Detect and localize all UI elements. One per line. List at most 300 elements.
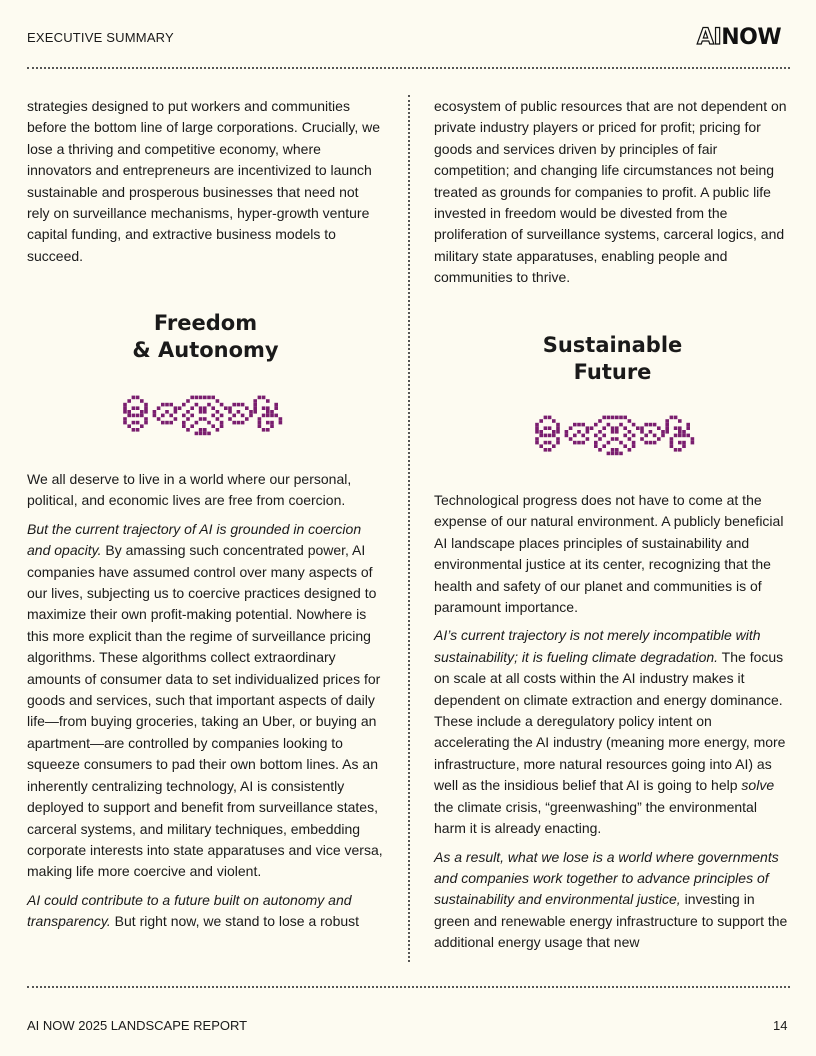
pixel-motif-dot	[165, 421, 169, 425]
pixel-motif-dot	[649, 441, 653, 445]
pixel-motif-dot	[203, 406, 207, 410]
pixel-motif-dot	[607, 452, 611, 456]
pixel-motif-dot	[127, 414, 131, 418]
pixel-motif-dot	[199, 410, 203, 414]
pixel-motif-dot	[691, 437, 695, 441]
pixel-motif-dot	[220, 424, 224, 428]
pixel-motif-dot	[628, 430, 632, 434]
pixel-motif-dot	[548, 416, 552, 420]
footer-page-number: 14	[773, 1018, 788, 1033]
pixel-motif-dot	[266, 410, 270, 414]
pixel-motif-dot	[186, 410, 190, 414]
pixel-motif-dot	[611, 430, 615, 434]
pixel-motif-dot	[182, 421, 186, 425]
right-body	[434, 490, 791, 954]
sustainable-paragraph-1: Technological progress does not have to come at the expense of our natural environment. A publicly beneficial AI landscape places principles of sustainability and environmental justice at its center, recognizing that the health and safety of our planet and communities is of paramount importance.	[434, 492, 784, 616]
footer-divider	[27, 986, 790, 988]
pixel-motif-dot	[678, 434, 682, 438]
pixel-motif-dot	[594, 444, 598, 448]
pixel-motif-dot	[556, 430, 560, 434]
pixel-motif-dot	[628, 437, 632, 441]
pixel-motif-dot	[266, 421, 270, 425]
header-divider	[27, 67, 790, 69]
pixel-motif-dot	[577, 423, 581, 427]
pixel-motif-dot	[199, 396, 203, 400]
pixel-motif-dot	[279, 417, 283, 421]
pixel-motif-dot	[207, 432, 211, 436]
pixel-motif-dot	[232, 403, 236, 407]
pixel-motif-dot	[211, 424, 215, 428]
pixel-motif-dot	[569, 437, 573, 441]
pixel-motif-dot	[535, 423, 539, 427]
pixel-motif-dot	[241, 421, 245, 425]
pixel-motif-dot	[228, 406, 232, 410]
right-intro	[434, 96, 791, 289]
pixel-motif-dot	[161, 403, 165, 407]
pixel-motif-dot	[258, 417, 262, 421]
pixel-motif-dot	[216, 417, 220, 421]
freedom-paragraph-2-body: By amassing such concentrated power, AI companies have assumed control over many aspects of our lives, subjecting us to coercive practices designed to maximize their own profit-making potential. Nowhere is this more explicit than the regime of surveillance pricing algorithms. These algorithms collect extraordinary amounts of consumer data to set individualized prices for goods and services, such that important aspects of daily life—from buying groceries, taking an Uber, or buying an apartment—are controlled by companies looking to squeeze consumers to pad their own bottom lines. As an inherently centralizing technology, AI is consistently deployed to support and benefit from surveillance states, carceral systems, and military techniques, embedding corporate interests into state apparatuses and vice versa, making life more coercive and violent.	[27, 542, 383, 880]
sustainable-paragraph-2-body-a: The focus on scale at all costs within the AI industry makes it dependent on climate extraction and energy dominance. These include a deregulatory policy intent on accelerating the AI industry (meaning more energy, more infrastructure, more natural resources going into AI) as well as the insidious belief that AI is going to help	[434, 648, 786, 794]
pixel-motif-dot	[640, 426, 644, 430]
pixel-motif-dot	[245, 406, 249, 410]
pixel-motif-dot	[199, 432, 203, 436]
right-intro-paragraph: ecosystem of public resources that are not dependent on private industry players or priced for profit; pricing for goods and services driven by principles of fair competition; and changing life circumstances not being treated as grounds for companies to profit. A public life invested in freedom would be divested from the proliferation of surveillance systems, carceral logics, and military state apparatuses, enabling people and communities to thrive.	[434, 98, 787, 286]
pixel-motif-dot	[203, 428, 207, 432]
pixel-motif-dot	[182, 414, 186, 418]
pixel-motif-dot	[539, 444, 543, 448]
pixel-motif-dot	[123, 410, 127, 414]
pixel-motif-dot	[123, 417, 127, 421]
pixel-motif-dot	[535, 426, 539, 430]
pixel-motif-dot	[237, 403, 241, 407]
pixel-motif-dot	[220, 403, 224, 407]
pixel-motif-dot	[211, 396, 215, 400]
pixel-motif-dot	[665, 419, 669, 423]
pixel-motif-dot	[136, 406, 140, 410]
pixel-motif-dot	[657, 426, 661, 430]
pixel-motif-dot	[678, 419, 682, 423]
pixel-motif-dot	[544, 441, 548, 445]
pixel-motif-dot	[632, 434, 636, 438]
sustainable-paragraph-2	[434, 625, 791, 839]
pixel-motif-dot	[132, 428, 136, 432]
pixel-motif-dot	[611, 426, 615, 430]
pixel-motif-dot	[674, 416, 678, 420]
pixel-motif-dot	[573, 441, 577, 445]
pixel-motif-dot	[253, 403, 257, 407]
pixel-motif-dot	[182, 424, 186, 428]
pixel-motif-dot	[195, 421, 199, 425]
pixel-motif-dot	[594, 423, 598, 427]
logo-ai-text: AI	[697, 25, 722, 50]
pixel-motif-dot	[544, 416, 548, 420]
pixel-motif-dot	[611, 416, 615, 420]
pixel-motif-dot	[262, 406, 266, 410]
pixel-motif-dot	[253, 406, 257, 410]
pixel-motif-dot	[619, 416, 623, 420]
pixel-motif-dot	[274, 406, 278, 410]
pixel-motif-dot	[169, 414, 173, 418]
logo-now-text: NOW	[721, 25, 782, 50]
pixel-motif-dot	[161, 414, 165, 418]
pixel-motif-dot	[657, 437, 661, 441]
pixel-motif-dot	[556, 423, 560, 427]
pixel-motif-dot	[157, 406, 161, 410]
pixel-motif-dot	[195, 396, 199, 400]
sustainable-paragraph-2-body-b: the climate crisis, “greenwashing” the environmental harm it is already enacting.	[434, 798, 757, 837]
section-title-sustainable-line1: Sustainable	[542, 333, 683, 357]
pixel-motif-dot	[195, 403, 199, 407]
pixel-motif-dot	[628, 448, 632, 452]
pixel-motif-dot	[258, 424, 262, 428]
pixel-motif-dot	[649, 423, 653, 427]
pixel-motif-dot	[539, 419, 543, 423]
pixel-motif-dot	[249, 410, 253, 414]
pixel-motif-dot	[535, 430, 539, 434]
pixel-motif-dot	[598, 437, 602, 441]
pixel-motif-dot	[144, 403, 148, 407]
pixel-motif-dot	[195, 432, 199, 436]
pixel-motif-dot	[548, 434, 552, 438]
pixel-motif-dot	[586, 426, 590, 430]
column-divider	[408, 95, 410, 962]
pixel-motif-dot	[127, 399, 131, 403]
pixel-motif-dot	[203, 410, 207, 414]
pixel-motif-dot	[552, 444, 556, 448]
pixel-motif-dot	[615, 437, 619, 441]
pixel-motif-dot	[190, 406, 194, 410]
pixel-motif-dot	[249, 414, 253, 418]
pixel-motif-dot	[544, 434, 548, 438]
pixel-motif-dot	[274, 414, 278, 418]
pixel-motif-dot	[174, 406, 178, 410]
pixel-motif-dot	[581, 441, 585, 445]
pixel-motif-dot	[245, 417, 249, 421]
pixel-motif-dot	[136, 414, 140, 418]
pixel-motif-dot	[615, 416, 619, 420]
pixel-motif-dot	[539, 434, 543, 438]
pixel-motif-dot	[132, 406, 136, 410]
pixel-motif-dot	[602, 434, 606, 438]
pixel-motif-dot	[228, 417, 232, 421]
pixel-motif-dot	[665, 423, 669, 427]
pixel-motif-dot	[153, 414, 157, 418]
pixel-motif-icon	[119, 392, 291, 436]
pixel-motif-dot	[556, 437, 560, 441]
pixel-motif-dot	[203, 432, 207, 436]
pixel-motif-dot	[653, 434, 657, 438]
freedom-paragraph-2	[27, 519, 384, 883]
pixel-motif-dot	[611, 452, 615, 456]
pixel-motif-dot	[602, 426, 606, 430]
pixel-motif-dot	[661, 430, 665, 434]
pixel-motif-dot	[211, 406, 215, 410]
sustainable-paragraph-2-solve: solve	[741, 777, 775, 794]
pixel-motif-dot	[140, 410, 144, 414]
pixel-motif-dot	[186, 399, 190, 403]
pixel-motif-dot	[548, 441, 552, 445]
sustainable-paragraph-3-lead: As a result, what we lose is a world where governments and companies work together to advance principles of sustainability and environmental justice,	[434, 848, 779, 908]
pixel-motif-dot	[556, 426, 560, 430]
pixel-motif-dot	[640, 437, 644, 441]
pixel-motif-dot	[619, 452, 623, 456]
pixel-motif-dot	[611, 437, 615, 441]
pixel-motif-dot	[607, 423, 611, 427]
pixel-motif-dot	[607, 441, 611, 445]
pixel-motif-dot	[674, 448, 678, 452]
pixel-motif-dot	[190, 414, 194, 418]
pixel-motif-dot	[169, 421, 173, 425]
pixel-motif-dot	[581, 423, 585, 427]
pixel-motif-dot	[548, 448, 552, 452]
pixel-motif-dot	[628, 419, 632, 423]
pixel-motif-dot	[241, 414, 245, 418]
pixel-motif-dot	[682, 441, 686, 445]
pixel-motif-dot	[203, 417, 207, 421]
pixel-motif-dot	[586, 437, 590, 441]
pixel-motif-dot	[199, 417, 203, 421]
pixel-motif-dot	[161, 421, 165, 425]
pixel-motif-dot	[653, 423, 657, 427]
pixel-motif-dot	[619, 423, 623, 427]
pixel-motif-dot	[266, 406, 270, 410]
pixel-motif-dot	[535, 437, 539, 441]
pixel-motif-dot	[607, 416, 611, 420]
left-intro-paragraph: strategies designed to put workers and communities before the bottom line of large corporations. Crucially, we lose a thriving and competitive economy, where innovators and entrepreneurs are incentivized to launch sustainable and prosperous businesses that need not rely on surveillance mechanisms, hyper-growth venture capital funding, and extractive business models to succeed.	[27, 98, 381, 264]
pixel-motif-dot	[670, 437, 674, 441]
header-section-label: EXECUTIVE SUMMARY	[27, 30, 174, 45]
pixel-motif-dot	[674, 434, 678, 438]
pixel-motif-dot	[262, 414, 266, 418]
pixel-motif-dot	[207, 403, 211, 407]
pixel-motif-dot	[615, 448, 619, 452]
pixel-motif-dot	[644, 441, 648, 445]
pixel-motif-dot	[577, 441, 581, 445]
pixel-motif-dot	[144, 417, 148, 421]
pixel-motif-dot	[623, 426, 627, 430]
pixel-motif-dot	[615, 430, 619, 434]
pixel-motif-dot	[565, 434, 569, 438]
pixel-motif-dot	[127, 410, 131, 414]
left-body	[27, 469, 384, 933]
pixel-motif-dot	[270, 410, 274, 414]
pixel-motif-dot	[552, 434, 556, 438]
pixel-motif-dot	[653, 441, 657, 445]
pixel-motif-dot	[232, 421, 236, 425]
freedom-paragraph-1: We all deserve to live in a world where our personal, political, and economic lives are free from coercion.	[27, 471, 352, 509]
pixel-motif-dot	[237, 410, 241, 414]
pixel-motif-dot	[199, 428, 203, 432]
pixel-motif-dot	[590, 426, 594, 430]
pixel-motif-dot	[266, 428, 270, 432]
pixel-motif-dot	[602, 444, 606, 448]
pixel-motif-dot	[220, 414, 224, 418]
pixel-motif-dot	[123, 421, 127, 425]
pixel-motif-dot	[623, 434, 627, 438]
pixel-motif-dot	[190, 396, 194, 400]
pixel-motif-dot	[216, 399, 220, 403]
pixel-motif-dot	[127, 424, 131, 428]
pixel-motif-dot	[140, 414, 144, 418]
pixel-motif-dot	[678, 448, 682, 452]
pixel-motif-dot	[691, 441, 695, 445]
pixel-motif-dot	[539, 430, 543, 434]
pixel-motif-dot	[678, 426, 682, 430]
pixel-motif-icon	[531, 412, 703, 456]
pixel-motif-dot	[266, 399, 270, 403]
pixel-motif-dot	[674, 426, 678, 430]
pixel-motif-dot	[220, 421, 224, 425]
pixel-motif-dot	[241, 403, 245, 407]
pixel-motif-dot	[640, 430, 644, 434]
pixel-motif-dot	[552, 419, 556, 423]
pixel-motif-dot	[615, 452, 619, 456]
pixel-motif-dot	[178, 406, 182, 410]
pixel-motif-dot	[670, 444, 674, 448]
pixel-motif-dot	[552, 430, 556, 434]
pixel-motif-dot	[586, 430, 590, 434]
pixel-motif-dot	[678, 441, 682, 445]
pixel-motif-dot	[548, 426, 552, 430]
pixel-motif-dot	[274, 403, 278, 407]
pixel-motif-dot	[661, 434, 665, 438]
pixel-motif-dot	[211, 414, 215, 418]
sustainable-paragraph-3-body: investing in green and renewable energy infrastructure to support the additional energy usage that new	[434, 891, 788, 951]
pixel-motif-dot	[632, 444, 636, 448]
ai-now-logo	[697, 25, 781, 50]
pixel-motif-dot	[224, 406, 228, 410]
section-title-freedom-line2: & Autonomy	[132, 338, 279, 362]
pixel-motif-dot	[594, 434, 598, 438]
pixel-motif-dot	[136, 396, 140, 400]
pixel-motif-dot	[165, 410, 169, 414]
pixel-motif-dot	[665, 426, 669, 430]
pixel-motif-dot	[678, 430, 682, 434]
pixel-motif-dot	[123, 403, 127, 407]
pixel-motif-dot	[573, 434, 577, 438]
pixel-motif-dot	[632, 441, 636, 445]
pixel-motif-dot	[670, 441, 674, 445]
pixel-motif-dot	[258, 396, 262, 400]
pixel-motif-dot	[556, 441, 560, 445]
pixel-motif-dot	[270, 424, 274, 428]
pixel-motif-dot	[615, 426, 619, 430]
pixel-motif-dot	[266, 414, 270, 418]
pixel-motif-dot	[157, 417, 161, 421]
sustainable-paragraph-2-lead: AI’s current trajectory is not merely incompatible with sustainability; it is fueling climate degradation.	[434, 627, 761, 665]
pixel-motif-dot	[132, 414, 136, 418]
pixel-motif-dot	[611, 448, 615, 452]
pixel-motif-dot	[165, 403, 169, 407]
freedom-paragraph-3	[27, 890, 384, 933]
pixel-motif-dot	[598, 448, 602, 452]
pixel-motif-dot	[649, 430, 653, 434]
pixel-motif-dot	[623, 416, 627, 420]
pixel-motif-dot	[169, 403, 173, 407]
pixel-motif-dot	[619, 441, 623, 445]
pixel-motif-dot	[174, 417, 178, 421]
pixel-motif-dot	[237, 421, 241, 425]
pixel-motif-dot	[636, 426, 640, 430]
pixel-motif-dot	[258, 421, 262, 425]
pixel-motif-dot	[262, 428, 266, 432]
freedom-paragraph-3-lead: AI could contribute to a future built on autonomy and transparency.	[27, 891, 352, 930]
pixel-motif-dot	[544, 426, 548, 430]
pixel-motif-dot	[535, 441, 539, 445]
pixel-motif-dot	[253, 410, 257, 414]
pixel-motif-dot	[203, 396, 207, 400]
pixel-motif-dot	[216, 410, 220, 414]
pixel-motif-dot	[569, 426, 573, 430]
footer-report-title: AI NOW 2025 LANDSCAPE REPORT	[27, 1018, 248, 1033]
pixel-motif-dot	[682, 430, 686, 434]
section-title-sustainable-line2: Future	[573, 360, 652, 384]
pixel-motif-dot	[186, 417, 190, 421]
pixel-motif-dot	[199, 406, 203, 410]
freedom-paragraph-2-lead: But the current trajectory of AI is grounded in coercion and opacity.	[27, 520, 362, 559]
pixel-motif-dot	[686, 434, 690, 438]
pixel-motif-dot	[262, 396, 266, 400]
pixel-motif-dot	[132, 396, 136, 400]
pixel-motif-dot	[544, 448, 548, 452]
pixel-motif-dot	[140, 399, 144, 403]
pixel-motif-dot	[623, 444, 627, 448]
pixel-motif-dot	[123, 406, 127, 410]
pixel-motif-dot	[670, 416, 674, 420]
pixel-motif-dot	[253, 399, 257, 403]
pixel-motif-dot	[686, 423, 690, 427]
sustainable-paragraph-3	[434, 847, 791, 954]
pixel-motif-dot	[190, 424, 194, 428]
pixel-motif-dot	[565, 430, 569, 434]
pixel-motif-dot	[594, 441, 598, 445]
pixel-motif-dot	[144, 406, 148, 410]
section-title-freedom	[27, 310, 384, 364]
pixel-motif-dot	[153, 410, 157, 414]
freedom-paragraph-3-body: But right now, we stand to lose a robust	[110, 913, 360, 930]
pixel-motif-dot	[228, 410, 232, 414]
pixel-motif-dot	[270, 414, 274, 418]
pixel-motif-dot	[270, 421, 274, 425]
pixel-motif-dot	[132, 421, 136, 425]
pixel-motif-dot	[207, 421, 211, 425]
pixel-motif-dot	[644, 423, 648, 427]
pixel-motif-dot	[182, 403, 186, 407]
pixel-motif-dot	[216, 428, 220, 432]
pixel-motif-dot	[573, 423, 577, 427]
pixel-motif-dot	[665, 430, 669, 434]
pixel-motif-dot	[682, 444, 686, 448]
pixel-motif-dot	[207, 396, 211, 400]
pixel-motif-dot	[577, 430, 581, 434]
pixel-motif-dot	[186, 428, 190, 432]
pixel-motif-dot	[598, 430, 602, 434]
pixel-motif-dot	[632, 423, 636, 427]
section-title-freedom-line1: Freedom	[153, 311, 258, 335]
pixel-motif-dot	[682, 434, 686, 438]
section-title-sustainable	[434, 332, 791, 386]
pixel-motif-dot	[136, 421, 140, 425]
pixel-motif-dot	[581, 434, 585, 438]
pixel-motif-dot	[140, 424, 144, 428]
pixel-motif-dot	[174, 410, 178, 414]
pixel-motif-dot	[598, 419, 602, 423]
left-intro	[27, 96, 384, 267]
pixel-motif-dot	[279, 421, 283, 425]
pixel-motif-dot	[136, 428, 140, 432]
pixel-motif-dot	[144, 421, 148, 425]
